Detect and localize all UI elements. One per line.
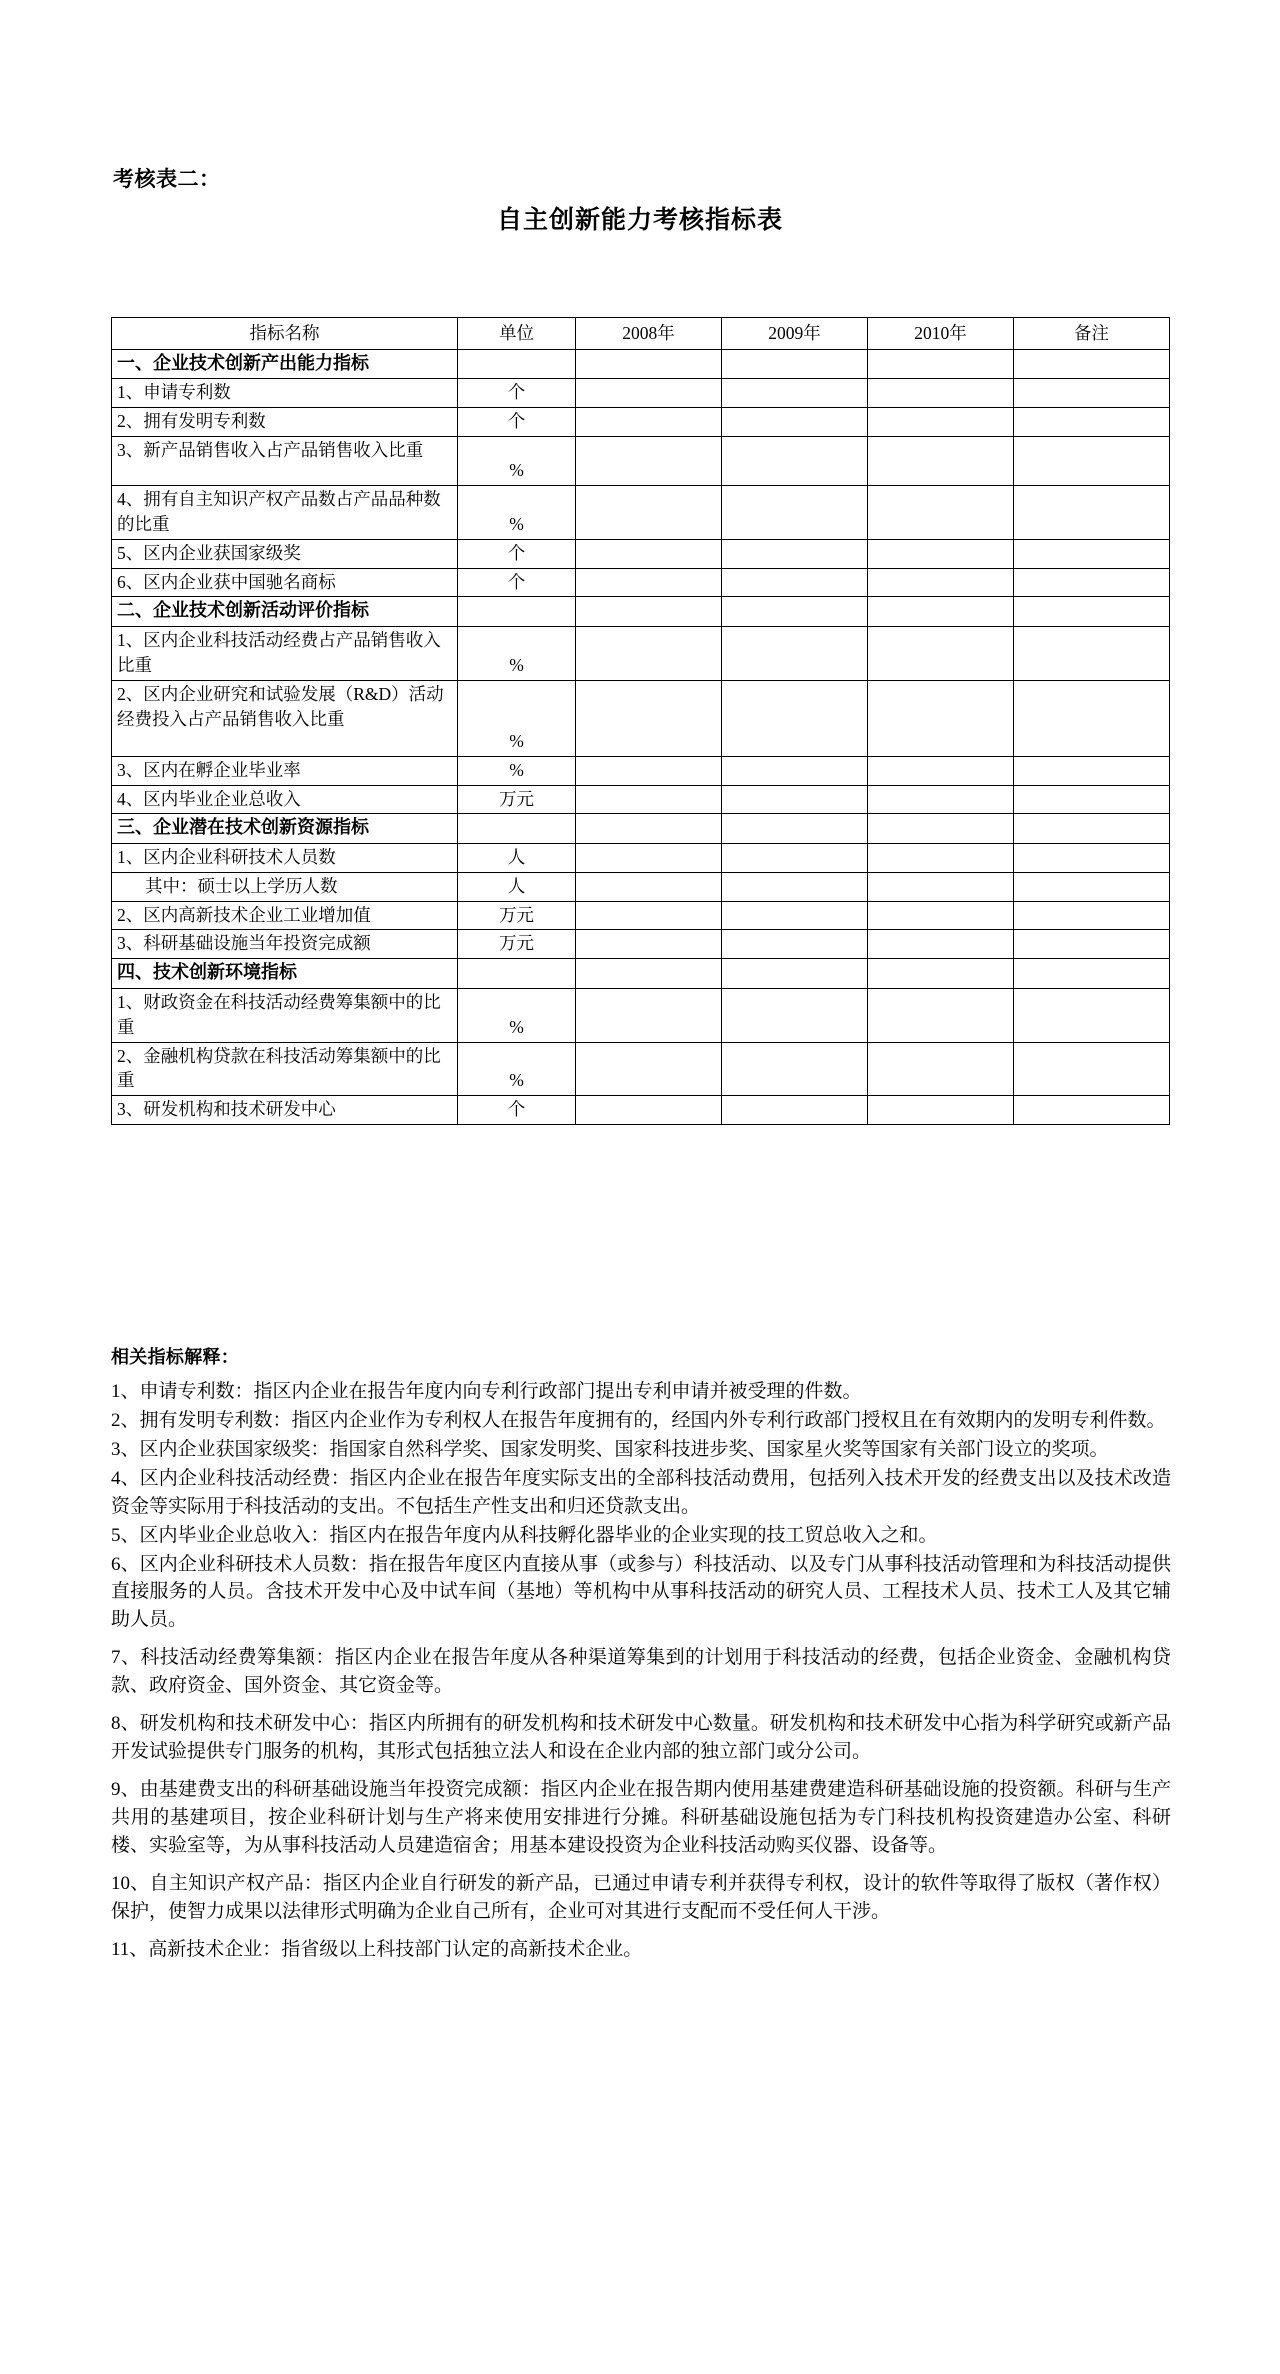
cell-unit: % <box>458 756 576 785</box>
cell-value-year2[interactable] <box>722 408 868 437</box>
table-row <box>112 930 1170 959</box>
cell-remark[interactable] <box>1014 539 1170 568</box>
cell-value-year1[interactable] <box>576 437 722 486</box>
cell-value-year2[interactable] <box>722 872 868 901</box>
cell-indicator-name: 3、科研基础设施当年投资完成额 <box>112 930 458 959</box>
cell-unit: 个 <box>458 539 576 568</box>
cell-indicator-name: 1、区内企业科研技术人员数 <box>112 843 458 872</box>
cell-indicator-name: 4、拥有自主知识产权产品数占产品品种数的比重 <box>112 486 458 540</box>
note-item: 11、高新技术企业：指省级以上科技部门认定的高新技术企业。 <box>111 1938 643 1960</box>
cell-remark[interactable] <box>1014 814 1170 844</box>
notes-heading: 相关指标解释： <box>111 1347 240 1367</box>
cell-value-year3[interactable] <box>868 539 1014 568</box>
cell-remark[interactable] <box>1014 680 1170 756</box>
cell-value-year1[interactable] <box>576 1042 722 1096</box>
cell-value-year2[interactable] <box>722 814 868 844</box>
cell-remark[interactable] <box>1014 627 1170 681</box>
cell-indicator-name: 一、企业技术创新产出能力指标 <box>112 349 458 379</box>
cell-value-year1[interactable] <box>576 814 722 844</box>
cell-unit: % <box>458 988 576 1042</box>
notes-list <box>111 1378 1171 1964</box>
cell-value-year2[interactable] <box>722 785 868 814</box>
cell-value-year1[interactable] <box>576 349 722 379</box>
cell-value-year2[interactable] <box>722 539 868 568</box>
cell-value-year2[interactable] <box>722 379 868 408</box>
cell-value-year1[interactable] <box>576 1096 722 1125</box>
note-item: 8、研发机构和技术研发中心：指区内所拥有的研发机构和技术研发中心数量。研发机构和技术研发中心指为科学研究或新产品开发试验提供专门服务的机构，其形式包括独立法人和设在企业内部的独立部门或分公司。 <box>111 1713 1171 1763</box>
notes-section <box>111 1343 1171 1965</box>
table-row <box>112 539 1170 568</box>
cell-value-year1[interactable] <box>576 756 722 785</box>
note-item: 4、区内企业科技活动经费：指区内企业在报告年度实际支出的全部科技活动费用，包括列入技术开发的经费支出以及技术改造资金等实际用于科技活动的支出。不包括生产性支出和归还贷款支出。 <box>111 1467 1171 1517</box>
table-row <box>112 785 1170 814</box>
header-cell-year2: 2009年 <box>722 318 868 350</box>
cell-value-year3[interactable] <box>868 1096 1014 1125</box>
cell-value-year1[interactable] <box>576 597 722 627</box>
table-header-row <box>112 318 1170 350</box>
cell-value-year1[interactable] <box>576 568 722 597</box>
cell-value-year1[interactable] <box>576 408 722 437</box>
cell-unit: % <box>458 486 576 540</box>
cell-remark[interactable] <box>1014 437 1170 486</box>
cell-value-year3[interactable] <box>868 930 1014 959</box>
cell-indicator-name: 1、申请专利数 <box>112 379 458 408</box>
cell-unit <box>458 597 576 627</box>
cell-value-year1[interactable] <box>576 680 722 756</box>
cell-value-year2[interactable] <box>722 627 868 681</box>
cell-value-year3[interactable] <box>868 627 1014 681</box>
cell-remark[interactable] <box>1014 872 1170 901</box>
table-row <box>112 568 1170 597</box>
cell-indicator-name: 1、区内企业科技活动经费占产品销售收入比重 <box>112 627 458 681</box>
cell-value-year1[interactable] <box>576 872 722 901</box>
cell-unit: % <box>458 627 576 681</box>
cell-value-year1[interactable] <box>576 627 722 681</box>
cell-value-year2[interactable] <box>722 930 868 959</box>
cell-value-year1[interactable] <box>576 785 722 814</box>
table-section-row <box>112 597 1170 627</box>
cell-remark[interactable] <box>1014 486 1170 540</box>
note-item: 3、区内企业获国家级奖：指国家自然科学奖、国家发明奖、国家科技进步奖、国家星火奖等国家有关部门设立的奖项。 <box>111 1438 1109 1460</box>
cell-value-year3[interactable] <box>868 680 1014 756</box>
cell-unit: 人 <box>458 872 576 901</box>
cell-remark[interactable] <box>1014 349 1170 379</box>
cell-value-year3[interactable] <box>868 814 1014 844</box>
cell-indicator-name: 2、区内高新技术企业工业增加值 <box>112 901 458 930</box>
cell-remark[interactable] <box>1014 568 1170 597</box>
cell-value-year1[interactable] <box>576 930 722 959</box>
table-row <box>112 1042 1170 1096</box>
table-row <box>112 872 1170 901</box>
cell-value-year1[interactable] <box>576 486 722 540</box>
table-row <box>112 901 1170 930</box>
cell-unit: 万元 <box>458 785 576 814</box>
cell-unit: % <box>458 437 576 486</box>
cell-unit: 万元 <box>458 901 576 930</box>
table-row <box>112 408 1170 437</box>
cell-unit: % <box>458 1042 576 1096</box>
cell-value-year3[interactable] <box>868 597 1014 627</box>
cell-indicator-name: 1、财政资金在科技活动经费筹集额中的比重 <box>112 988 458 1042</box>
table-row <box>112 486 1170 540</box>
cell-unit <box>458 349 576 379</box>
cell-remark[interactable] <box>1014 843 1170 872</box>
table-section-row <box>112 814 1170 844</box>
cell-value-year3[interactable] <box>868 437 1014 486</box>
table-row <box>112 843 1170 872</box>
cell-value-year2[interactable] <box>722 568 868 597</box>
note-item: 6、区内企业科研技术人员数：指在报告年度区内直接从事（或参与）科技活动、以及专门从事科技活动管理和为科技活动提供直接服务的人员。含技术开发中心及中试车间（基地）等机构中从事科技活动的研究人员、工程技术人员、技术工人及其它辅助人员。 <box>111 1553 1171 1631</box>
cell-value-year3[interactable] <box>868 568 1014 597</box>
cell-value-year2[interactable] <box>722 988 868 1042</box>
cell-value-year3[interactable] <box>868 785 1014 814</box>
cell-value-year1[interactable] <box>576 843 722 872</box>
cell-indicator-name: 6、区内企业获中国驰名商标 <box>112 568 458 597</box>
cell-value-year2[interactable] <box>722 680 868 756</box>
cell-indicator-name: 三、企业潜在技术创新资源指标 <box>112 814 458 844</box>
table-row <box>112 627 1170 681</box>
kpi-table <box>111 317 1170 1125</box>
table-row <box>112 379 1170 408</box>
kpi-table-container <box>111 317 1169 1125</box>
cell-value-year1[interactable] <box>576 959 722 989</box>
cell-remark[interactable] <box>1014 1042 1170 1096</box>
cell-indicator-name: 5、区内企业获国家级奖 <box>112 539 458 568</box>
page-title: 自主创新能力考核指标表 <box>496 206 783 234</box>
cell-value-year1[interactable] <box>576 988 722 1042</box>
cell-indicator-name: 2、拥有发明专利数 <box>112 408 458 437</box>
cell-value-year1[interactable] <box>576 901 722 930</box>
cell-value-year2[interactable] <box>722 597 868 627</box>
cell-indicator-name: 4、区内毕业企业总收入 <box>112 785 458 814</box>
cell-value-year2[interactable] <box>722 437 868 486</box>
cell-value-year2[interactable] <box>722 349 868 379</box>
cell-unit: 个 <box>458 379 576 408</box>
cell-unit: 个 <box>458 1096 576 1125</box>
cell-value-year3[interactable] <box>868 901 1014 930</box>
cell-indicator-name: 3、新产品销售收入占产品销售收入比重 <box>112 437 458 486</box>
table-row <box>112 680 1170 756</box>
note-item: 7、科技活动经费筹集额：指区内企业在报告年度从各种渠道筹集到的计划用于科技活动的经费，包括企业资金、金融机构贷款、政府资金、国外资金、其它资金等。 <box>111 1647 1171 1697</box>
cell-value-year2[interactable] <box>722 901 868 930</box>
note-item: 1、申请专利数：指区内企业在报告年度内向专利行政部门提出专利申请并被受理的件数。 <box>111 1381 862 1402</box>
cell-remark[interactable] <box>1014 988 1170 1042</box>
cell-remark[interactable] <box>1014 379 1170 408</box>
note-item: 9、由基建费支出的科研基础设施当年投资完成额：指区内企业在报告期内使用基建费建造科研基础设施的投资额。科研与生产共用的基建项目，按企业科研计划与生产将来使用安排进行分摊。科研基础设施包括为专门科技机构投资建造办公室、科研楼、实验室等，为从事科技活动人员建造宿舍；用基本建设投资为企业科技活动购买仪器、设备等。 <box>111 1778 1171 1856</box>
cell-indicator-name: 3、研发机构和技术研发中心 <box>112 1096 458 1125</box>
cell-indicator-name: 其中：硕士以上学历人数 <box>112 872 458 901</box>
cell-value-year3[interactable] <box>868 988 1014 1042</box>
note-item: 10、自主知识产权产品：指区内企业自行研发的新产品，已通过申请专利并获得专利权，设计的软件等取得了版权（著作权）保护，使智力成果以法律形式明确为企业自己所有，企业可对其进行支配而不受任何人干涉。 <box>111 1872 1171 1922</box>
table-row <box>112 1096 1170 1125</box>
form-label: 考核表二： <box>113 168 221 191</box>
cell-value-year3[interactable] <box>868 379 1014 408</box>
cell-value-year2[interactable] <box>722 959 868 989</box>
cell-remark[interactable] <box>1014 959 1170 989</box>
table-section-row <box>112 959 1170 989</box>
cell-remark[interactable] <box>1014 785 1170 814</box>
cell-remark[interactable] <box>1014 1096 1170 1125</box>
header-cell-name: 指标名称 <box>112 318 458 350</box>
cell-unit: 个 <box>458 408 576 437</box>
cell-unit <box>458 959 576 989</box>
table-row <box>112 756 1170 785</box>
cell-indicator-name: 2、区内企业研究和试验发展（R&D）活动经费投入占产品销售收入比重 <box>112 680 458 756</box>
table-section-row <box>112 349 1170 379</box>
cell-value-year1[interactable] <box>576 539 722 568</box>
cell-remark[interactable] <box>1014 408 1170 437</box>
cell-remark[interactable] <box>1014 756 1170 785</box>
cell-value-year2[interactable] <box>722 843 868 872</box>
header-cell-year1: 2008年 <box>576 318 722 350</box>
table-row <box>112 437 1170 486</box>
header-cell-year3: 2010年 <box>868 318 1014 350</box>
cell-value-year2[interactable] <box>722 486 868 540</box>
note-item: 5、区内毕业企业总收入：指区内在报告年度内从科技孵化器毕业的企业实现的技工贸总收入之和。 <box>111 1524 938 1546</box>
cell-value-year2[interactable] <box>722 1096 868 1125</box>
cell-indicator-name: 3、区内在孵企业毕业率 <box>112 756 458 785</box>
cell-remark[interactable] <box>1014 597 1170 627</box>
cell-value-year2[interactable] <box>722 756 868 785</box>
cell-unit: % <box>458 680 576 756</box>
cell-value-year3[interactable] <box>868 1042 1014 1096</box>
header-cell-unit: 单位 <box>458 318 576 350</box>
cell-value-year2[interactable] <box>722 1042 868 1096</box>
cell-remark[interactable] <box>1014 901 1170 930</box>
cell-indicator-name: 二、企业技术创新活动评价指标 <box>112 597 458 627</box>
cell-value-year3[interactable] <box>868 408 1014 437</box>
cell-value-year3[interactable] <box>868 872 1014 901</box>
cell-value-year3[interactable] <box>868 349 1014 379</box>
cell-value-year3[interactable] <box>868 486 1014 540</box>
cell-indicator-name: 四、技术创新环境指标 <box>112 959 458 989</box>
cell-unit: 个 <box>458 568 576 597</box>
cell-value-year1[interactable] <box>576 379 722 408</box>
note-item: 2、拥有发明专利数：指区内企业作为专利权人在报告年度拥有的，经国内外专利行政部门授权且在有效期内的发明专利件数。 <box>111 1409 1166 1431</box>
cell-unit <box>458 814 576 844</box>
header-cell-remark: 备注 <box>1014 318 1170 350</box>
table-row <box>112 988 1170 1042</box>
cell-unit: 万元 <box>458 930 576 959</box>
cell-unit: 人 <box>458 843 576 872</box>
cell-indicator-name: 2、金融机构贷款在科技活动筹集额中的比重 <box>112 1042 458 1096</box>
cell-remark[interactable] <box>1014 930 1170 959</box>
cell-value-year3[interactable] <box>868 843 1014 872</box>
cell-value-year3[interactable] <box>868 756 1014 785</box>
cell-value-year3[interactable] <box>868 959 1014 989</box>
